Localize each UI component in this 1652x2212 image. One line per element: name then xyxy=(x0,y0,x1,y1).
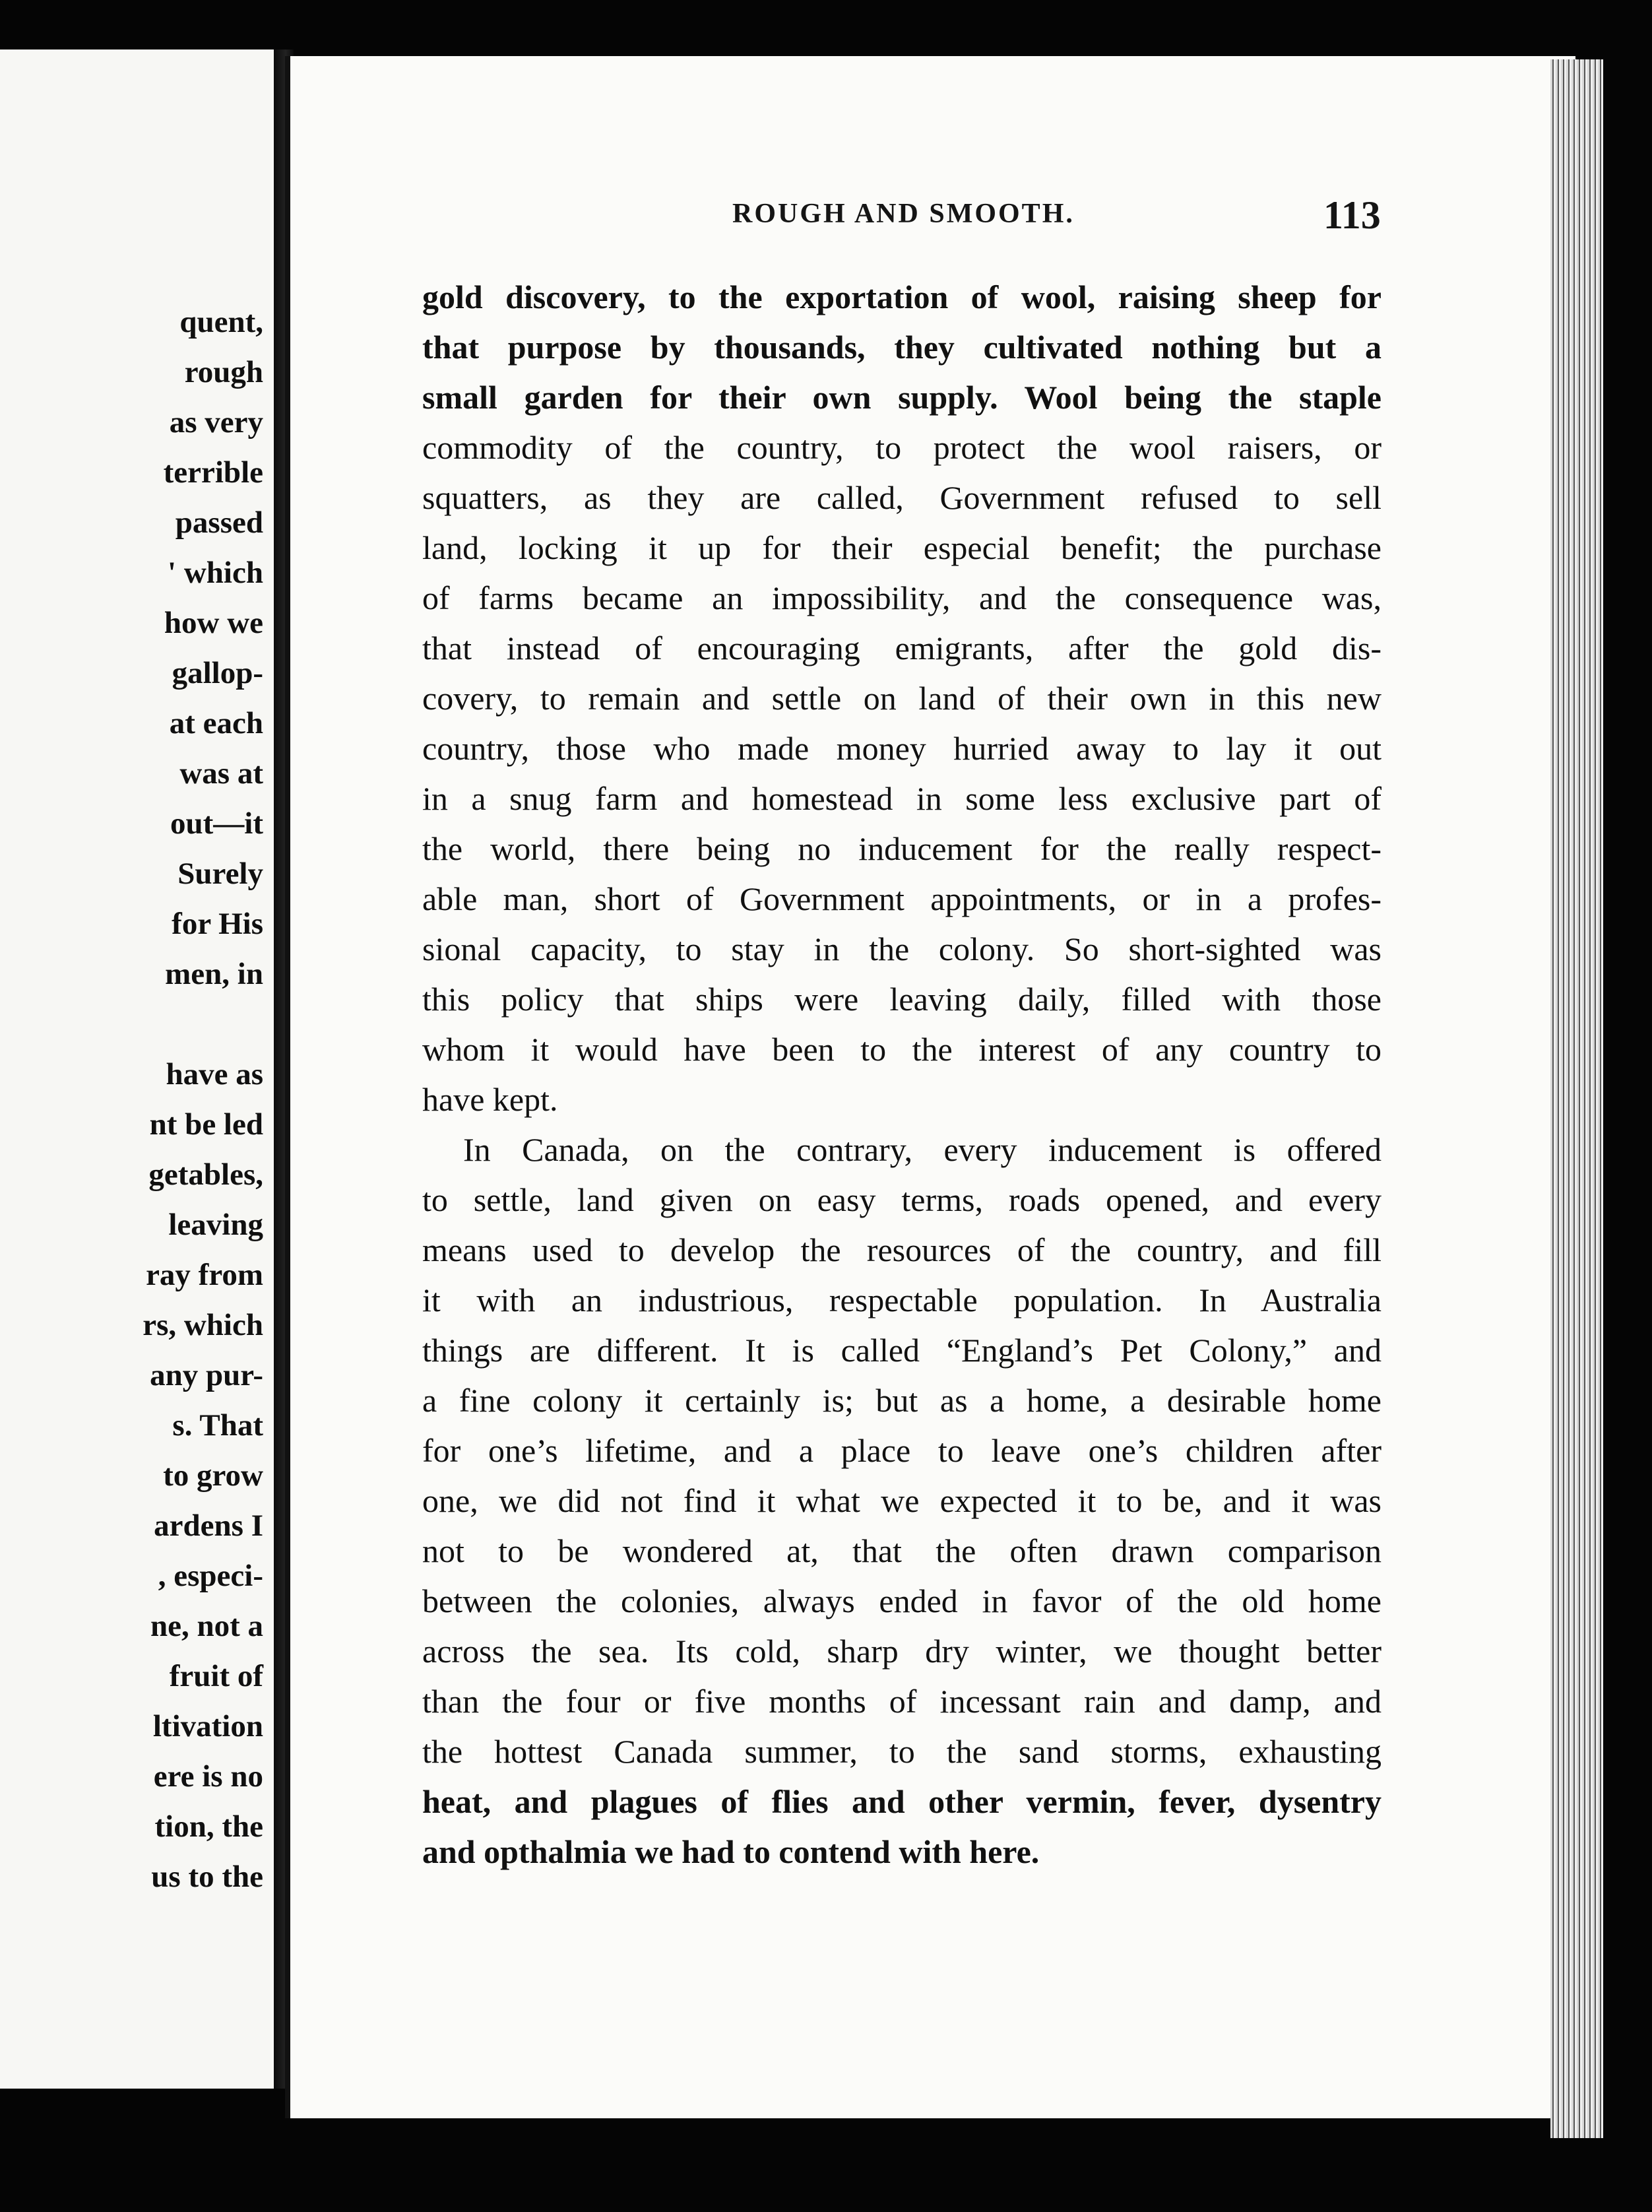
left-page-line: ardens I xyxy=(154,1509,263,1543)
body-line: means used to develop the resources of the country, and fill xyxy=(422,1231,1382,1268)
body-line: between the colonies, always ended in favor of the old home xyxy=(422,1582,1382,1619)
body-line: in a snug farm and homestead in some less exclusive part of xyxy=(422,780,1382,817)
body-line: than the four or five months of incessant rain and damp, and xyxy=(422,1683,1382,1720)
body-line: country, those who made money hurried away to lay it out xyxy=(422,730,1382,767)
body-line: gold discovery, to the exportation of wool, raising sheep for xyxy=(422,278,1382,315)
body-line: this policy that ships were leaving daily, filled with those xyxy=(422,981,1382,1018)
left-page-line: gallop- xyxy=(172,656,263,690)
body-line: of farms became an impossibility, and the consequence was, xyxy=(422,579,1382,616)
left-page-line: leaving xyxy=(168,1208,263,1242)
left-page-line: getables, xyxy=(148,1157,263,1192)
body-line: across the sea. Its cold, sharp dry winter, we thought better xyxy=(422,1633,1382,1670)
left-page-line: have as xyxy=(166,1057,263,1091)
body-line: that purpose by thousands, they cultivated nothing but a xyxy=(422,329,1382,366)
body-line: able man, short of Government appointments, or in a profes- xyxy=(422,880,1382,917)
body-line: In Canada, on the contrary, every inducement is offered xyxy=(463,1131,1382,1168)
left-page-line: ' which xyxy=(168,556,263,590)
left-page-line: any pur- xyxy=(150,1358,263,1392)
body-line: that instead of encouraging emigrants, after the gold dis- xyxy=(422,630,1382,667)
left-page-line: ne, not a xyxy=(150,1609,263,1643)
left-page-line: for His xyxy=(172,907,263,941)
left-page-line: ray from xyxy=(146,1258,263,1292)
left-page-line: to grow xyxy=(163,1458,263,1493)
body-line: to settle, land given on easy terms, roads opened, and every xyxy=(422,1181,1382,1218)
left-page-line: ltivation xyxy=(152,1709,263,1743)
body-line: not to be wondered at, that the often drawn comparison xyxy=(422,1532,1382,1569)
body-line: heat, and plagues of flies and other vermin, fever, dysentry xyxy=(422,1783,1382,1820)
left-page-line: rs, which xyxy=(143,1308,263,1342)
left-page-line: nt be led xyxy=(149,1107,263,1142)
body-line: covery, to remain and settle on land of their own in this new xyxy=(422,680,1382,717)
body-line: commodity of the country, to protect the wool raisers, or xyxy=(422,429,1382,466)
left-page-line: terrible xyxy=(163,455,263,490)
body-line: the hottest Canada summer, to the sand storms, exhausting xyxy=(422,1733,1382,1770)
left-page-line: as very xyxy=(169,405,263,439)
left-page-line: passed xyxy=(175,505,263,540)
left-page-line: quent, xyxy=(179,305,263,339)
body-line: squatters, as they are called, Government refused to sell xyxy=(422,479,1382,516)
left-page-line: men, in xyxy=(165,957,263,991)
body-line: it with an industrious, respectable population. In Australia xyxy=(422,1282,1382,1318)
left-page xyxy=(0,49,278,2089)
body-line: land, locking it up for their especial benefit; the purchase xyxy=(422,529,1382,566)
body-line: and opthalmia we had to contend with here. xyxy=(422,1833,1040,1870)
left-page-line: Surely xyxy=(177,857,263,891)
left-page-line: how we xyxy=(164,606,263,640)
body-line: for one’s lifetime, and a place to leave one’s children after xyxy=(422,1432,1382,1469)
running-head: ROUGH AND SMOOTH. xyxy=(732,199,1075,229)
body-line: whom it would have been to the interest of any country to xyxy=(422,1031,1382,1068)
left-page-line: out—it xyxy=(170,806,263,841)
body-line: have kept. xyxy=(422,1081,558,1118)
left-page-line: ere is no xyxy=(153,1759,263,1794)
left-page-line: us to the xyxy=(151,1860,263,1894)
body-line: things are different. It is called “England’s Pet Colony,” and xyxy=(422,1332,1382,1369)
body-line: the world, there being no inducement for the really respect- xyxy=(422,830,1382,867)
left-page-line: , especi- xyxy=(158,1559,263,1593)
left-page-line: tion, the xyxy=(154,1809,263,1844)
page-number: 113 xyxy=(1323,193,1381,237)
body-line: small garden for their own supply. Wool being the staple xyxy=(422,379,1382,416)
body-line: one, we did not find it what we expected it to be, and it was xyxy=(422,1482,1382,1519)
body-line: sional capacity, to stay in the colony. So short-sighted was xyxy=(422,930,1382,967)
body-line: a fine colony it certainly is; but as a home, a desirable home xyxy=(422,1382,1382,1419)
left-page-line: at each xyxy=(169,706,263,740)
left-page-line: rough xyxy=(184,355,263,389)
left-page-line: s. That xyxy=(172,1408,263,1443)
left-page-line: fruit of xyxy=(169,1659,263,1693)
page-edges xyxy=(1550,59,1603,2138)
left-page-line: was at xyxy=(179,756,263,791)
